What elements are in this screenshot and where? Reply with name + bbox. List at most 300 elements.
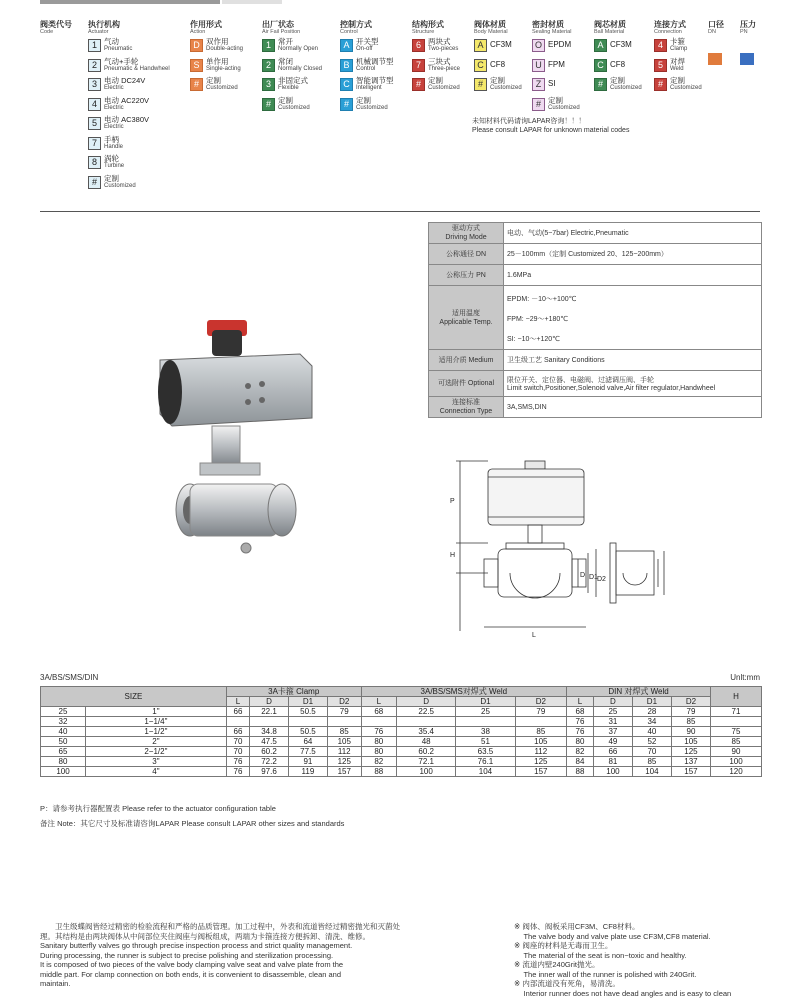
- code-item: [262, 97, 322, 117]
- label-d: D: [580, 572, 586, 579]
- table-row: [41, 757, 762, 767]
- code-item-list: [532, 38, 580, 116]
- code-box: 5: [654, 59, 667, 72]
- code-item-en: Flexible: [278, 85, 299, 91]
- table-cell: 40: [632, 727, 671, 737]
- table-cell: 80: [361, 747, 396, 757]
- column-title-en: Air Fail Position: [262, 29, 301, 35]
- code-item-cn: 定制: [490, 76, 505, 85]
- unknown-note-en: Please consult LAPAR for unknown material codes: [472, 127, 630, 134]
- code-item-text: [104, 97, 149, 112]
- code-column-header: [412, 20, 460, 36]
- description-line: middle part. For clamp connection on both ends, it is convenient to disassemble, clean and: [40, 969, 342, 979]
- code-box: 1: [262, 39, 275, 52]
- sub-header: L: [361, 697, 396, 707]
- code-item-text: [206, 77, 238, 92]
- feature-line: ※ 流道内壁240Grit抛光。: [514, 960, 600, 969]
- code-item-text: [610, 58, 625, 71]
- table-cell: 84: [567, 757, 594, 767]
- description-line: Sanitary butterfly valves go through precise inspection process and strict quality management.: [40, 941, 353, 950]
- code-box: 2: [88, 59, 101, 72]
- code-item-text: [278, 77, 308, 92]
- sub-header: D: [593, 697, 632, 707]
- sub-header: L: [226, 697, 249, 707]
- spec-key: [429, 371, 504, 397]
- code-item-cn: 手柄: [104, 134, 119, 144]
- code-item-text: [548, 58, 565, 71]
- code-column: [88, 20, 170, 194]
- header-bar-light: [222, 0, 282, 4]
- sub-header: D2: [327, 697, 361, 707]
- table-cell: 79: [327, 707, 361, 717]
- code-item: [532, 58, 580, 78]
- code-item-text: [356, 58, 394, 73]
- code-item-text: [206, 58, 241, 73]
- code-item-en: Customized: [490, 85, 522, 91]
- sub-header: D2: [515, 697, 566, 707]
- table-cell: 47.5: [250, 737, 289, 747]
- table-cell: 85: [515, 727, 566, 737]
- code-item-cn: 定制: [206, 76, 221, 85]
- code-item-label: CF3M: [490, 40, 512, 49]
- table-cell: 3": [86, 757, 227, 767]
- code-item-cn: 机械调节型: [356, 56, 394, 66]
- code-box: C: [340, 78, 353, 91]
- spec-row: [429, 286, 762, 350]
- spec-key: [429, 265, 504, 286]
- code-item-cn: 常闭: [278, 56, 293, 66]
- table-cell: 72.1: [397, 757, 456, 767]
- table-cell: [456, 717, 515, 727]
- code-item: [594, 38, 642, 58]
- column-title-en: Connection: [654, 29, 682, 35]
- code-item-cn: 非固定式: [278, 76, 308, 85]
- table-cell: 90: [671, 727, 710, 737]
- code-box: #: [412, 78, 425, 91]
- spec-key: [429, 286, 504, 350]
- table-cell: 32: [41, 717, 86, 727]
- code-item-text: [104, 155, 124, 170]
- table-cell: 88: [567, 767, 594, 777]
- code-column-header: [532, 20, 580, 36]
- feature-line: The inner wall of the runner is polished with 240Grit.: [514, 969, 697, 979]
- code-item-en: Turbine: [104, 163, 125, 169]
- feature-line: ※ 阀座的材料是无毒而卫生。: [514, 941, 613, 950]
- code-item-en: Customized: [278, 104, 310, 111]
- column-title-cn: 结构形式: [412, 20, 444, 29]
- code-box: 6: [412, 39, 425, 52]
- ordering-code-grid: [40, 20, 770, 195]
- code-item-text: [104, 136, 123, 151]
- table-cell: 1−1/2": [86, 727, 227, 737]
- table-cell: 112: [515, 747, 566, 757]
- code-item: [654, 58, 702, 78]
- code-item-text: [356, 77, 394, 92]
- code-column: [474, 20, 522, 97]
- code-item-text: [428, 38, 458, 53]
- table-cell: 157: [327, 767, 361, 777]
- code-item-text: [428, 77, 460, 92]
- code-item-en: Normally Closed: [278, 65, 323, 72]
- sub-header: D1: [632, 697, 671, 707]
- code-item: [474, 38, 522, 58]
- code-item-cn: 对焊: [670, 56, 685, 66]
- spec-value: [504, 286, 762, 350]
- code-item-text: [104, 58, 170, 73]
- table-cell: 50: [41, 737, 86, 747]
- table-cell: 25: [456, 707, 515, 717]
- code-item-en: Customized: [356, 104, 388, 111]
- code-box: B: [340, 59, 353, 72]
- spec-value-line: 限位开关、定位器、电磁阀、过滤调压阀、手轮: [507, 377, 654, 384]
- code-item-en: Normally Open: [278, 46, 319, 52]
- column-title-en: Structure: [412, 29, 435, 35]
- column-title-cn: 执行机构: [88, 20, 120, 29]
- table-unit: Unlt:mm: [730, 673, 760, 682]
- code-box: C: [474, 59, 487, 72]
- column-title-en: PN: [740, 29, 748, 35]
- code-column-header: [740, 20, 756, 36]
- code-column-header: [654, 20, 702, 36]
- code-box: 3: [262, 78, 275, 91]
- spec-value-line: EPDM: －10～+100℃: [507, 295, 577, 303]
- code-item-label: FPM: [548, 59, 565, 69]
- code-column: [708, 20, 724, 65]
- table-cell: 64: [288, 737, 327, 747]
- code-box: #: [532, 98, 545, 111]
- table-cell: 79: [515, 707, 566, 717]
- table-cell: 137: [671, 757, 710, 767]
- description-right: [514, 922, 774, 998]
- table-cell: [250, 717, 289, 727]
- table-cell: 76: [226, 757, 249, 767]
- code-column-header: [594, 20, 642, 36]
- spec-value-line: Limit switch,Positioner,Solenoid valve,Air filter regulator,Handwheel: [507, 385, 716, 392]
- code-item: [262, 58, 322, 78]
- code-box: 1: [88, 39, 101, 52]
- column-title-cn: 出厂状态: [262, 20, 294, 29]
- code-box: S: [190, 59, 203, 72]
- spec-key-cn: 公称压力 PN: [446, 271, 486, 279]
- table-cell: 88: [361, 767, 396, 777]
- code-item-text: [104, 77, 145, 92]
- column-title-cn: 阀类代号: [40, 20, 72, 29]
- code-item-text: [278, 97, 310, 112]
- code-item-list: [88, 38, 170, 194]
- code-item-list: [474, 38, 522, 97]
- code-box: 2: [262, 59, 275, 72]
- code-item: [340, 58, 394, 78]
- code-item: [532, 77, 580, 97]
- code-box: 4: [88, 98, 101, 111]
- column-title-en: Sealing Material: [532, 29, 572, 35]
- code-column: [740, 20, 756, 65]
- feature-line: The material of the seat is non−toxic and healthy.: [514, 950, 687, 960]
- code-item-en: Handle: [104, 143, 124, 150]
- table-header-row: [41, 687, 762, 697]
- spec-table: [428, 222, 762, 418]
- column-title-cn: 口径: [708, 20, 724, 29]
- code-item: [88, 58, 170, 78]
- table-cell: 75: [711, 727, 762, 737]
- table-cell: 80: [567, 737, 594, 747]
- code-item: [88, 155, 170, 175]
- code-item-cn: 电动 AC380V: [104, 115, 150, 124]
- code-column: [532, 20, 580, 116]
- table-cell: 4": [86, 767, 227, 777]
- code-column-header: [190, 20, 243, 36]
- label-p: P: [450, 498, 455, 505]
- code-item-text: [490, 77, 522, 92]
- table-row: [41, 727, 762, 737]
- code-item: [340, 77, 394, 97]
- code-item-en: Pneumatic & Handwheel: [104, 65, 170, 72]
- code-item-text: [610, 38, 632, 51]
- code-item: [88, 97, 170, 117]
- table-cell: 125: [327, 757, 361, 767]
- spec-key: [429, 397, 504, 418]
- code-item: [532, 38, 580, 58]
- code-item-en: On-off: [356, 46, 373, 52]
- table-cell: 60.2: [397, 747, 456, 757]
- code-item-cn: 定制: [548, 95, 563, 105]
- spec-value: [504, 371, 762, 397]
- feature-line: The valve body and valve plate use CF3M,CF8 material.: [514, 931, 711, 941]
- table-cell: 25: [593, 707, 632, 717]
- table-cell: 71: [711, 707, 762, 717]
- code-item: [190, 58, 243, 78]
- code-item-en: Electric: [104, 124, 124, 130]
- sub-header: D1: [288, 697, 327, 707]
- code-item-en: Three-piece: [428, 65, 461, 72]
- column-title-cn: 控制方式: [340, 20, 372, 29]
- table-cell: 80: [41, 757, 86, 767]
- code-item-text: [490, 58, 505, 71]
- table-cell: 85: [327, 727, 361, 737]
- table-cell: 97.6: [250, 767, 289, 777]
- spec-key-cn: 可选附件 Optional: [437, 380, 495, 387]
- table-cell: 48: [397, 737, 456, 747]
- dimension-drawing: [440, 455, 670, 645]
- table-cell: 68: [567, 707, 594, 717]
- label-l: L: [532, 632, 536, 639]
- table-cell: 112: [327, 747, 361, 757]
- group-header: 3A卡箍 Clamp: [226, 687, 361, 697]
- code-box: #: [190, 78, 203, 91]
- column-title-en: Control: [340, 29, 358, 35]
- column-title-en: Body Material: [474, 29, 508, 35]
- code-item-en: Two-pieces: [428, 46, 459, 52]
- code-item: [654, 38, 702, 58]
- code-item-cn: 气动: [104, 37, 119, 46]
- divider-top: [40, 211, 760, 212]
- table-cell: 70: [226, 737, 249, 747]
- dimension-table: [40, 686, 762, 777]
- pn-color-swatch: [740, 53, 754, 65]
- code-item-text: [356, 38, 379, 53]
- group-header: 3A/BS/SMS对焊式 Weld: [361, 687, 566, 697]
- table-cell: 22.5: [397, 707, 456, 717]
- code-item-cn: 定制: [610, 76, 625, 85]
- unknown-note-cn: 未知材料代码请询LAPAR咨询！！！: [472, 118, 586, 125]
- table-cell: 90: [711, 747, 762, 757]
- code-column: [190, 20, 243, 97]
- table-cell: 120: [711, 767, 762, 777]
- code-box: #: [262, 98, 275, 111]
- code-column-header: [88, 20, 170, 36]
- dn-color-swatch: [708, 53, 722, 65]
- table-cell: 60.2: [250, 747, 289, 757]
- code-item-cn: 电动 DC24V: [104, 76, 146, 85]
- column-title-cn: 连接方式: [654, 20, 686, 29]
- code-item-cn: 定制: [356, 95, 371, 105]
- spec-row: [429, 350, 762, 371]
- code-item: [474, 58, 522, 78]
- table-cell: 72.2: [250, 757, 289, 767]
- description-line: It is composed of two pieces of the valve body clamping valve seat and valve plate from the: [40, 960, 344, 969]
- table-cell: 80: [361, 737, 396, 747]
- column-title-cn: 阀芯材质: [594, 20, 626, 29]
- code-item-en: Customized: [610, 85, 642, 91]
- code-item: [340, 97, 394, 117]
- code-box: #: [594, 78, 607, 91]
- code-item: [594, 77, 642, 97]
- code-column: [412, 20, 460, 97]
- code-item-en: Customized: [104, 182, 136, 189]
- description-line: maintain.: [40, 979, 71, 988]
- table-cell: 76: [361, 727, 396, 737]
- code-item-cn: 定制: [428, 76, 443, 85]
- spec-row: [429, 371, 762, 397]
- code-item-list: [190, 38, 243, 97]
- code-item: [654, 77, 702, 97]
- table-cell: 68: [361, 707, 396, 717]
- spec-row: [429, 244, 762, 265]
- code-item-list: [654, 38, 702, 97]
- spec-row: [429, 397, 762, 418]
- table-row: [41, 747, 762, 757]
- code-item-en: Control: [356, 65, 376, 72]
- code-item-text: [206, 38, 243, 53]
- spec-key-cn: 驱动方式: [452, 225, 480, 232]
- code-item-text: [104, 116, 149, 131]
- table-cell: 50.5: [288, 707, 327, 717]
- code-item-list: [262, 38, 322, 116]
- code-item: [88, 175, 170, 195]
- spec-value: [504, 223, 762, 244]
- column-title-cn: 密封材质: [532, 20, 564, 29]
- size-header: SIZE: [41, 687, 227, 707]
- table-cell: 105: [515, 737, 566, 747]
- feature-line: ※ 内部流道没有死角，易清洗。: [514, 979, 620, 988]
- code-item-en: Customized: [670, 85, 702, 91]
- code-box: 8: [88, 156, 101, 169]
- description-line: 卫生级蝶阀皆经过精密的检验流程和严格的品质管理。加工过程中，外表和流道皆经过精密抛光和灭菌处理。其结构是由两块阀体从中间部位夹住阀座与阀板组成，两端为卡箍连接方便拆卸、清洗、维修。: [40, 922, 400, 941]
- spec-key-cn: 适用温度: [452, 309, 480, 317]
- spec-key: [429, 350, 504, 371]
- code-item-cn: 涡轮: [104, 154, 119, 163]
- code-item-text: [548, 77, 556, 90]
- spec-key-cn: 连接标准: [452, 399, 480, 406]
- table-cell: 76: [567, 727, 594, 737]
- spec-value: [504, 350, 762, 371]
- code-item-text: [278, 58, 322, 73]
- code-item-cn: 单作用: [206, 56, 229, 66]
- code-item-cn: 定制: [104, 173, 119, 183]
- code-box: 5: [88, 117, 101, 130]
- code-item-cn: 定制: [278, 95, 293, 105]
- table-standard-label: 3A/BS/SMS/DIN: [40, 673, 99, 682]
- table-cell: 104: [456, 767, 515, 777]
- table-cell: 119: [288, 767, 327, 777]
- table-cell: 100: [397, 767, 456, 777]
- table-cell: [397, 717, 456, 727]
- code-item-text: [428, 58, 460, 73]
- code-item-text: [278, 38, 318, 53]
- column-title-en: Actuator: [88, 29, 109, 35]
- code-item: [412, 38, 460, 58]
- code-column: [40, 20, 72, 38]
- code-box: A: [594, 39, 607, 52]
- spec-key: [429, 244, 504, 265]
- table-cell: 76: [226, 767, 249, 777]
- code-item-en: Double-acting: [206, 46, 244, 52]
- table-cell: [711, 717, 762, 727]
- code-column-header: [40, 20, 72, 36]
- code-item-en: Electric: [104, 104, 124, 111]
- code-box: #: [88, 176, 101, 189]
- code-item-en: Intelligent: [356, 85, 382, 91]
- column-title-en: Ball Material: [594, 29, 625, 35]
- code-item-text: [548, 97, 580, 112]
- table-cell: 100: [593, 767, 632, 777]
- code-item-cn: 三块式: [428, 56, 451, 66]
- label-d1: D1: [589, 574, 598, 581]
- column-title-en: Code: [40, 29, 54, 35]
- code-item-label: CF3M: [610, 40, 632, 49]
- table-cell: [515, 717, 566, 727]
- code-item: [88, 136, 170, 156]
- code-item-text: [490, 38, 512, 51]
- table-cell: 104: [632, 767, 671, 777]
- table-cell: 34.8: [250, 727, 289, 737]
- table-cell: 49: [593, 737, 632, 747]
- code-item-en: Customized: [548, 104, 580, 111]
- code-item-cn: 开关型: [356, 37, 379, 46]
- code-item: [190, 38, 243, 58]
- code-item: [474, 77, 522, 97]
- code-box: C: [594, 59, 607, 72]
- table-cell: 50.5: [288, 727, 327, 737]
- code-item-cn: 卡箍: [670, 37, 685, 46]
- code-box: #: [474, 78, 487, 91]
- spec-value-line: 25－100mm（定制 Customized 20、125~200mm）: [507, 251, 668, 258]
- sub-header: D: [250, 697, 289, 707]
- code-item-en: Customized: [428, 85, 460, 91]
- table-cell: 70: [632, 747, 671, 757]
- code-box: A: [340, 39, 353, 52]
- sub-header: D: [397, 697, 456, 707]
- table-cell: [226, 717, 249, 727]
- code-box: #: [340, 98, 353, 111]
- code-item: [532, 97, 580, 117]
- code-item-en: Single-acting: [206, 65, 241, 72]
- code-item: [88, 38, 170, 58]
- code-item: [190, 77, 243, 97]
- code-column-header: [262, 20, 322, 36]
- table-cell: 31: [593, 717, 632, 727]
- code-item-text: [670, 38, 687, 53]
